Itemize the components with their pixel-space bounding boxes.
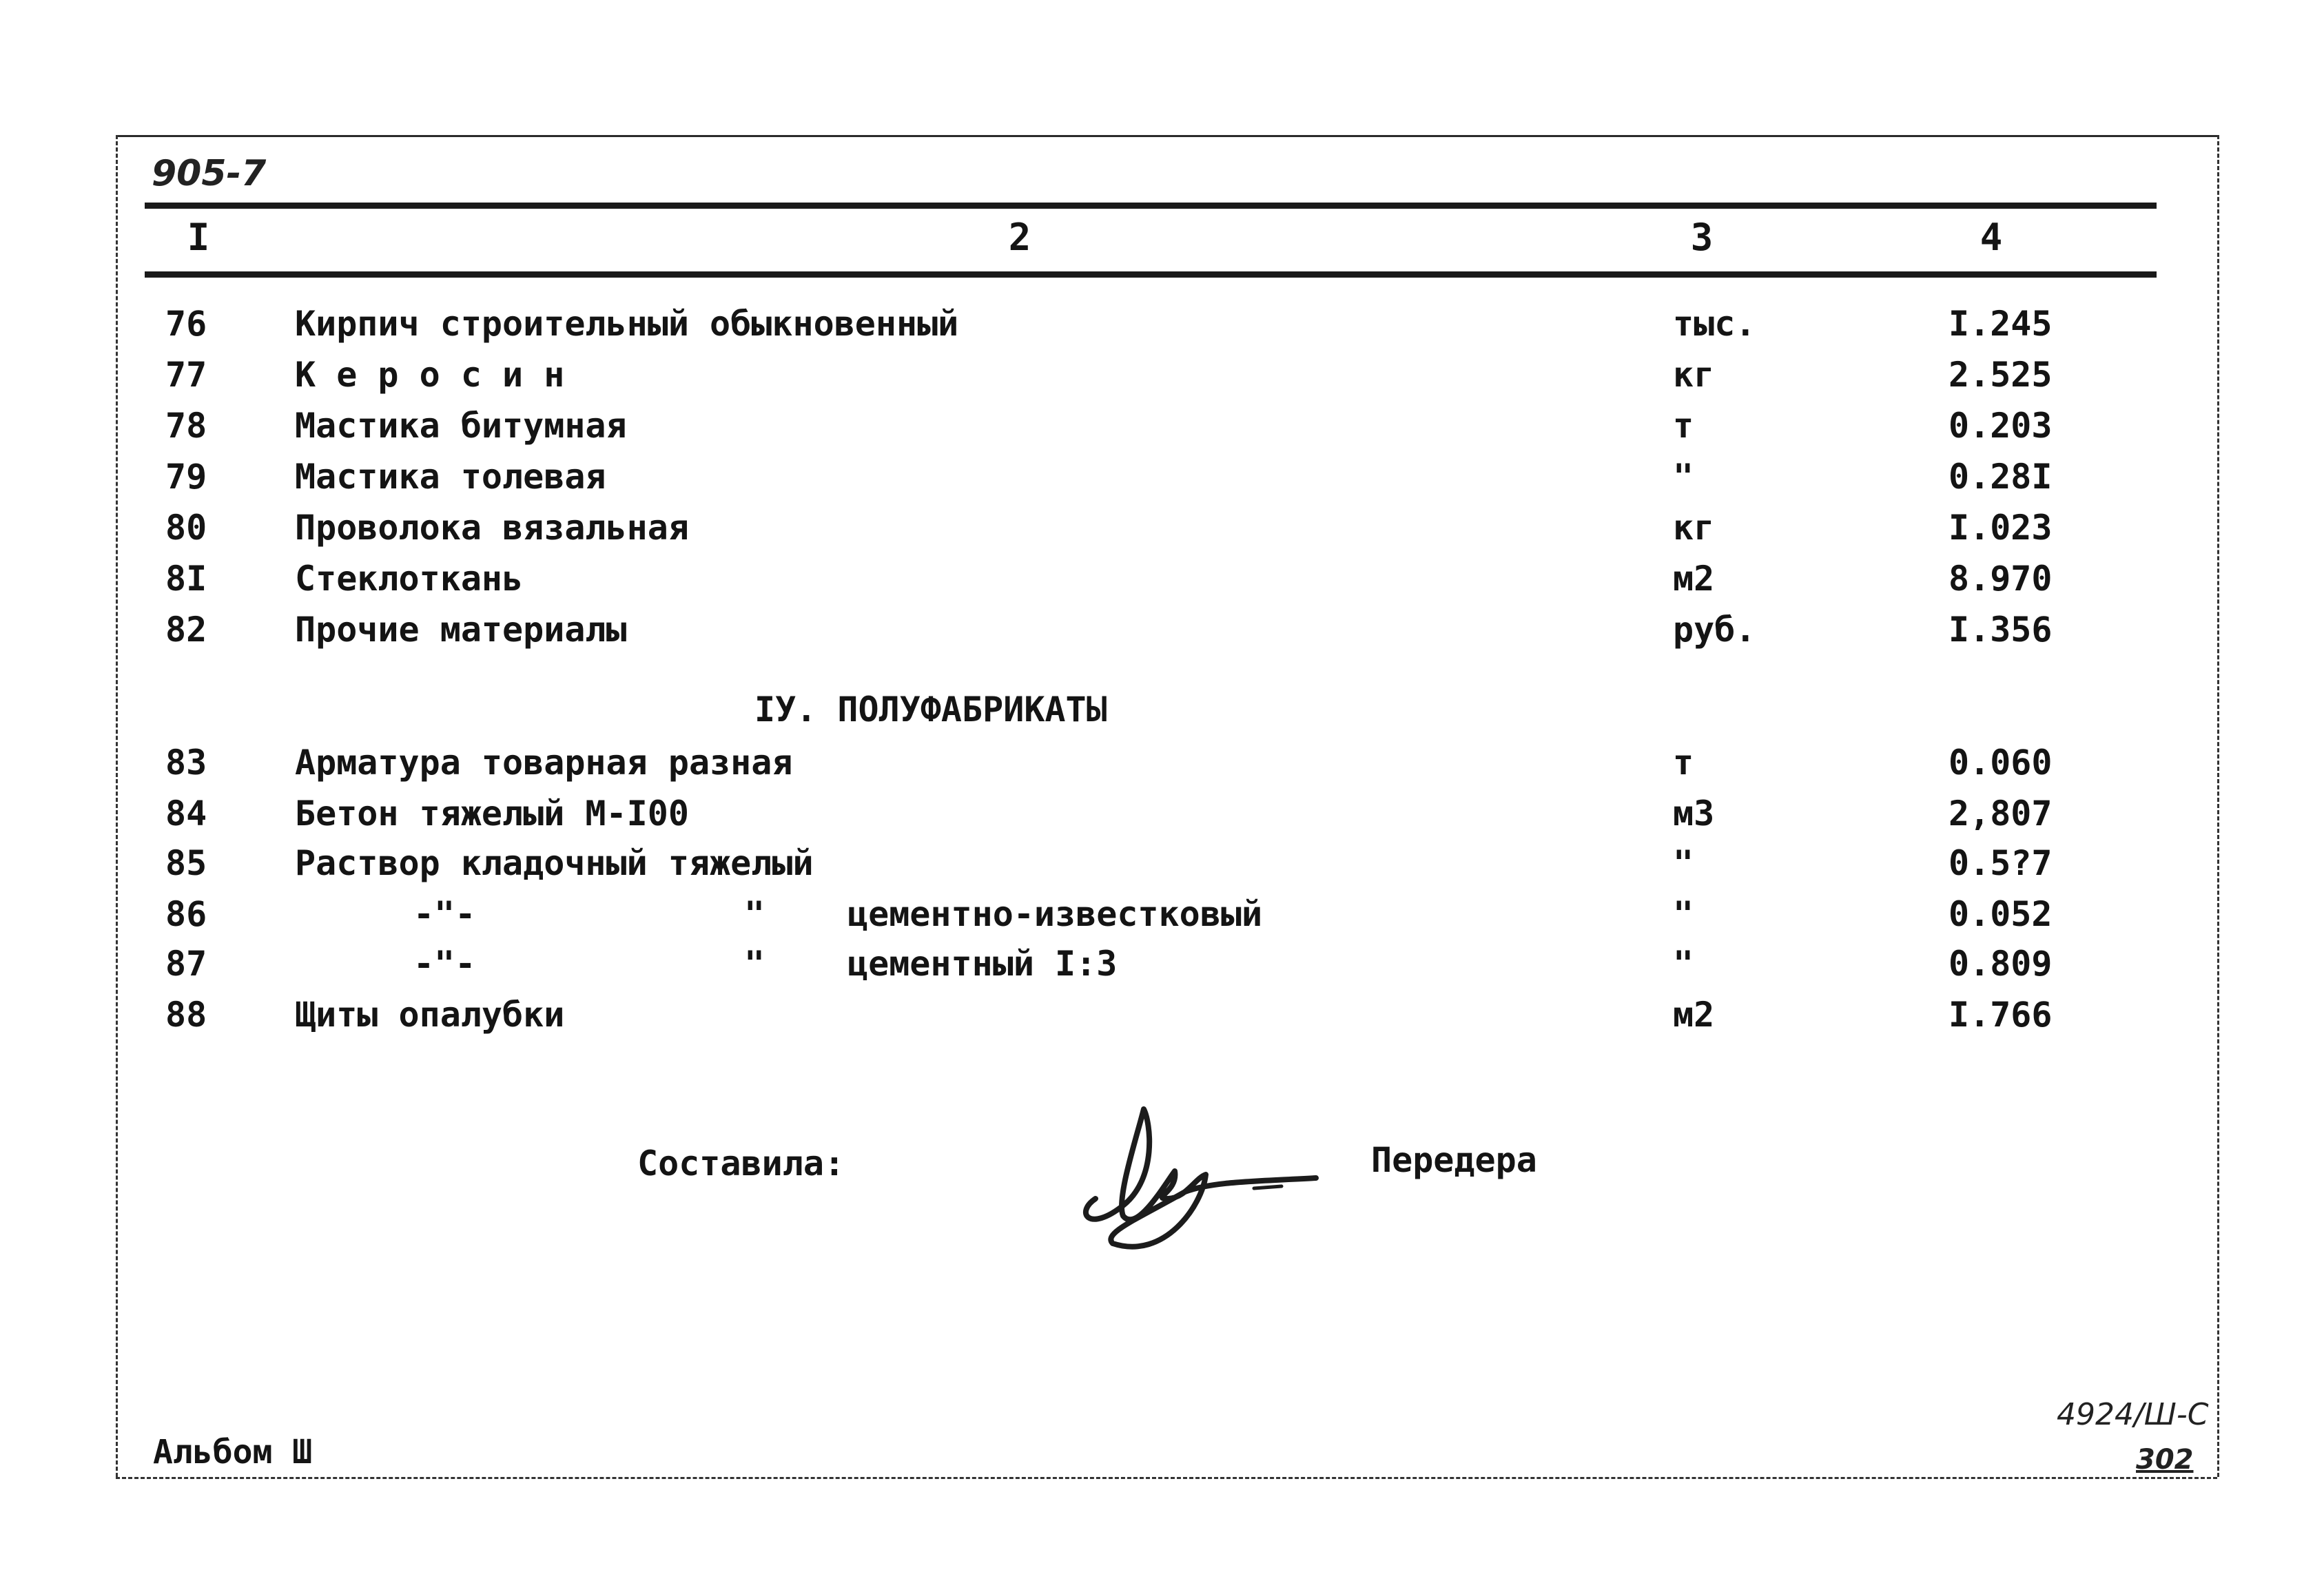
row-unit: " xyxy=(1673,843,1694,883)
row-number: 84 xyxy=(165,794,207,834)
row-unit: руб. xyxy=(1673,610,1756,650)
row-value: 0.052 xyxy=(1948,894,2053,934)
row-name: Щиты опалубки xyxy=(295,995,565,1035)
row-name: Раствор кладочный тяжелый xyxy=(295,843,814,883)
row-number: 83 xyxy=(165,743,207,783)
row-name: Кирпич строительный обыкновенный xyxy=(295,304,959,344)
archive-stamp-code: 4924/Ш-С xyxy=(2057,1397,2209,1432)
row-ditto-mark: " xyxy=(744,894,765,934)
row-number: 88 xyxy=(165,995,207,1035)
row-number: 82 xyxy=(165,610,207,650)
row-name: Проволока вязальная xyxy=(295,508,689,548)
signature-icon xyxy=(1047,1095,1337,1261)
row-number: 85 xyxy=(165,843,207,883)
row-unit: т xyxy=(1673,743,1694,783)
row-name: К е р о с и н xyxy=(295,355,565,395)
row-unit: " xyxy=(1673,894,1694,934)
row-value: I.245 xyxy=(1948,304,2053,344)
row-unit: кг xyxy=(1673,355,1715,395)
row-value: I.356 xyxy=(1948,610,2053,650)
table-row xyxy=(0,298,2324,349)
row-name: Арматура товарная разная xyxy=(295,743,793,783)
row-number: 86 xyxy=(165,894,207,934)
header-bottom-rule xyxy=(145,271,2157,278)
row-number: 87 xyxy=(165,944,207,984)
row-number: 79 xyxy=(165,457,207,497)
row-unit: " xyxy=(1673,944,1694,984)
frame-top-edge xyxy=(116,135,2217,137)
section-title: IУ. ПОЛУФАБРИКАТЫ xyxy=(754,690,1107,730)
row-value: 2,807 xyxy=(1948,794,2053,834)
page-number: 302 xyxy=(2136,1444,2194,1476)
row-value: 2.525 xyxy=(1948,355,2053,395)
row-number: 80 xyxy=(165,508,207,548)
frame-bottom-edge xyxy=(116,1477,2217,1479)
row-value: I.766 xyxy=(1948,995,2053,1035)
row-name: Прочие материалы xyxy=(295,610,627,650)
table-row xyxy=(0,604,2324,655)
header-top-rule xyxy=(145,203,2157,209)
row-value: 0.5?7 xyxy=(1948,843,2053,883)
row-unit: " xyxy=(1673,457,1694,497)
row-name: Бетон тяжелый М-I00 xyxy=(295,794,689,834)
row-unit: м3 xyxy=(1673,794,1715,834)
row-number: 8I xyxy=(165,559,207,599)
compiler-name: Передера xyxy=(1371,1140,1537,1180)
table-row xyxy=(0,553,2324,604)
document-code: 905-7 xyxy=(152,153,267,194)
row-ditto-mark: -"- xyxy=(413,944,476,984)
row-value: 0.203 xyxy=(1948,406,2053,446)
row-number: 76 xyxy=(165,304,207,344)
compiled-by-label: Составила: xyxy=(637,1144,845,1183)
column-header-name: 2 xyxy=(1008,216,1031,259)
row-ditto-mark: " xyxy=(744,944,765,984)
row-ditto-mark: -"- xyxy=(413,894,476,934)
column-header-number: I xyxy=(187,216,210,259)
row-unit: м2 xyxy=(1673,995,1715,1035)
row-subname: цементно-известковый xyxy=(847,894,1263,934)
row-subname: цементный I:3 xyxy=(847,944,1118,984)
table-row xyxy=(0,349,2324,400)
row-name: Стеклоткань xyxy=(295,559,524,599)
row-unit: тыс. xyxy=(1673,304,1756,344)
column-header-quantity: 4 xyxy=(1979,216,2003,259)
row-value: 0.28I xyxy=(1948,457,2053,497)
row-number: 77 xyxy=(165,355,207,395)
row-name: Мастика битумная xyxy=(295,406,627,446)
table-row xyxy=(0,502,2324,553)
row-value: 0.809 xyxy=(1948,944,2053,984)
row-unit: м2 xyxy=(1673,559,1715,599)
table-row xyxy=(0,788,2324,839)
table-row xyxy=(0,451,2324,502)
row-number: 78 xyxy=(165,406,207,446)
row-unit: т xyxy=(1673,406,1694,446)
album-label: Альбом Ш xyxy=(153,1433,313,1471)
row-value: I.023 xyxy=(1948,508,2053,548)
table-row xyxy=(0,889,2324,940)
column-header-unit: 3 xyxy=(1690,216,1714,259)
table-row xyxy=(0,838,2324,889)
row-value: 0.060 xyxy=(1948,743,2053,783)
table-row xyxy=(0,737,2324,788)
table-row xyxy=(0,938,2324,989)
row-value: 8.970 xyxy=(1948,559,2053,599)
table-row xyxy=(0,400,2324,451)
table-row xyxy=(0,989,2324,1040)
row-name: Мастика толевая xyxy=(295,457,606,497)
row-unit: кг xyxy=(1673,508,1715,548)
